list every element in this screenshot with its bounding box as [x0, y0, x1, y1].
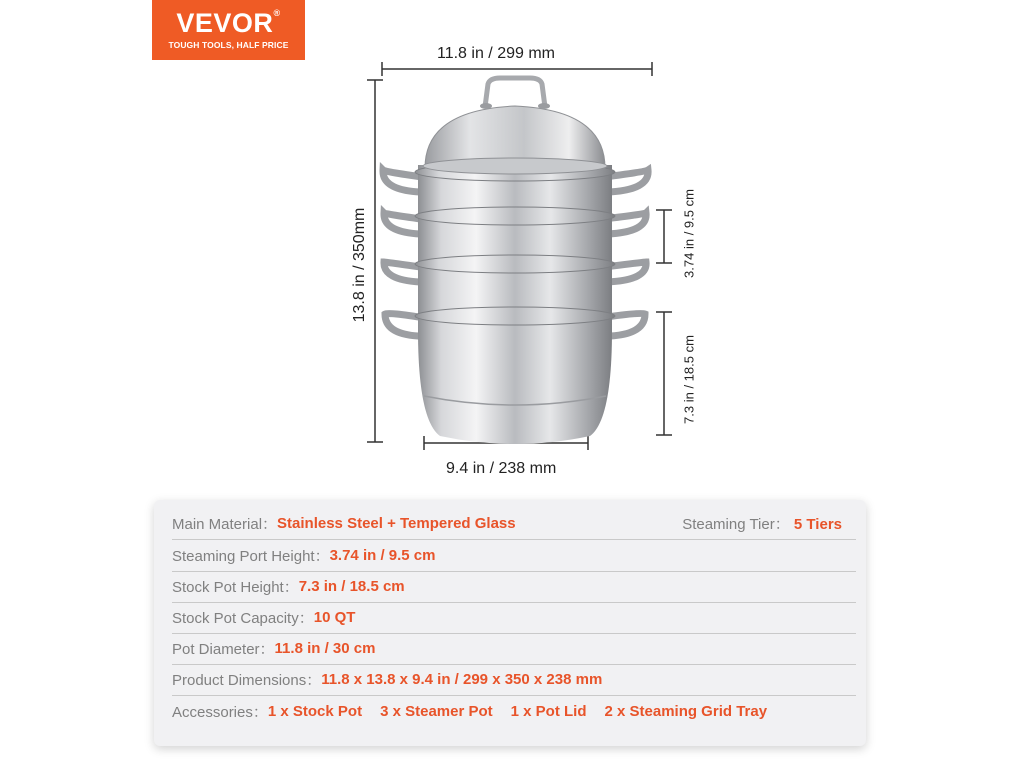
- pot-height-dimension-label: 7.3 in / 18.5 cm: [681, 335, 697, 424]
- height-dimension-label: 13.8 in / 350mm: [351, 207, 368, 323]
- spec-panel: [154, 500, 866, 746]
- spec-row-capacity: Stock Pot Capacity： 10 QT: [172, 602, 856, 634]
- spec-row-product-dimensions: Product Dimensions： 11.8 x 13.8 x 9.4 in / 299 x 350 x 238 mm: [172, 664, 856, 696]
- spec-row-pot-height: Stock Pot Height： 7.3 in / 18.5 cm: [172, 571, 856, 603]
- width-dimension-label: 11.8 in / 299 mm: [437, 45, 555, 62]
- spec-row-port-height: Steaming Port Height： 3.74 in / 9.5 cm: [172, 540, 856, 572]
- tier-height-dimension-label: 3.74 in / 9.5 cm: [681, 189, 697, 278]
- spec-row-diameter: Pot Diameter： 11.8 in / 30 cm: [172, 633, 856, 665]
- spec-row-accessories: Accessories： 1 x Stock Pot 3 x Steamer Pot 1 x Pot Lid 2 x Steaming Grid Tray: [172, 703, 768, 721]
- logo-brand: VEVOR®: [176, 8, 281, 38]
- spec-row-material: Main Material： Stainless Steel + Tempered Glass Steaming Tier： 5 Tiers: [172, 508, 856, 540]
- steamer-pot-icon: [383, 78, 648, 444]
- base-dimension-label: 9.4 in / 238 mm: [446, 460, 557, 477]
- logo-tagline: TOUGH TOOLS, HALF PRICE: [168, 40, 289, 50]
